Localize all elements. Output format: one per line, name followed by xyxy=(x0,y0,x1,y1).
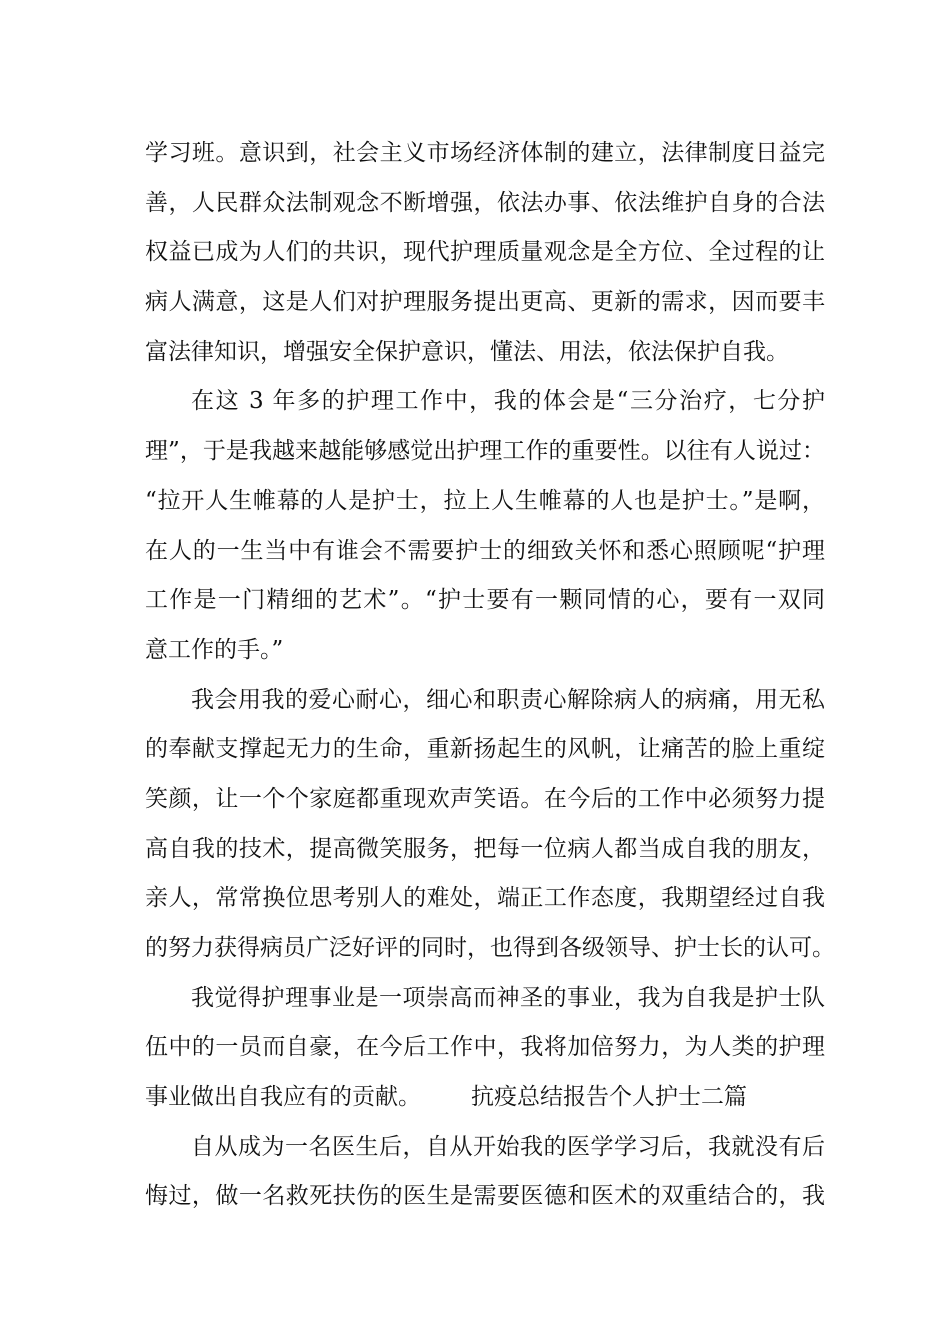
text-line: 我会用我的爱心耐心，细心和职责心解除病人的病痛，用无私 xyxy=(191,686,825,713)
text-line: 权益已成为人们的共识，现代护理质量观念是全方位、全过程的让 xyxy=(145,239,825,266)
text-line: 工作是一门精细的艺术”。“护士要有一颗同情的心，要有一双同 xyxy=(145,587,825,614)
paragraph-3 xyxy=(145,676,835,974)
text-line: 在这 3 年多的护理工作中，我的体会是“三分治疗，七分护 xyxy=(191,388,825,415)
section-heading: 抗疫总结报告个人护士二篇 xyxy=(471,1084,747,1111)
text-line: 伍中的一员而自豪，在今后工作中，我将加倍努力，为人类的护理 xyxy=(145,1034,825,1061)
text-line-content: 事业做出自我应有的贡献。 xyxy=(145,1084,421,1111)
paragraph-5 xyxy=(145,1123,825,1222)
text-line: 笑颜，让一个个家庭都重现欢声笑语。在今后的工作中必须努力提 xyxy=(145,785,825,812)
text-line: 病人满意，这是人们对护理服务提出更高、更新的需求，因而要丰 xyxy=(145,289,825,316)
text-line: 高自我的技术，提高微笑服务，把每一位病人都当成自我的朋友， xyxy=(145,835,825,862)
text-line: 在人的一生当中有谁会不需要护士的细致关怀和悉心照顾呢“护理 xyxy=(145,537,825,564)
paragraph-1 xyxy=(145,129,825,377)
text-line: 意工作的手。” xyxy=(145,636,284,663)
paragraph-4 xyxy=(145,974,825,1123)
text-line: 的奉献支撑起无力的生命，重新扬起生的风帆，让痛苦的脸上重绽 xyxy=(145,736,825,763)
text-line: 富法律知识，增强安全保护意识，懂法、用法，依法保护自我。 xyxy=(145,338,789,365)
document-body xyxy=(145,129,835,1222)
text-line xyxy=(145,1073,825,1123)
paragraph-2 xyxy=(145,377,825,675)
text-line: 亲人，常常换位思考别人的难处，端正工作态度，我期望经过自我 xyxy=(145,885,825,912)
text-line: 善，人民群众法制观念不断增强，依法办事、依法维护自身的合法 xyxy=(145,189,825,216)
text-line: “拉开人生帷幕的人是护士，拉上人生帷幕的人也是护士。”是啊， xyxy=(145,487,825,514)
text-line: 悔过，做一名救死扶伤的医生是需要医德和医术的双重结合的，我 xyxy=(145,1183,825,1210)
text-line: 的努力获得病员广泛好评的同时，也得到各级领导、护士长的认可。 xyxy=(145,935,835,961)
text-line: 自从成为一名医生后，自从开始我的医学学习后，我就没有后 xyxy=(191,1133,825,1160)
text-line: 理”，于是我越来越能够感觉出护理工作的重要性。以往有人说过： xyxy=(145,438,825,465)
text-line: 学习班。意识到，社会主义市场经济体制的建立，法律制度日益完 xyxy=(145,140,825,166)
text-line: 我觉得护理事业是一项崇高而神圣的事业，我为自我是护士队 xyxy=(191,984,825,1011)
